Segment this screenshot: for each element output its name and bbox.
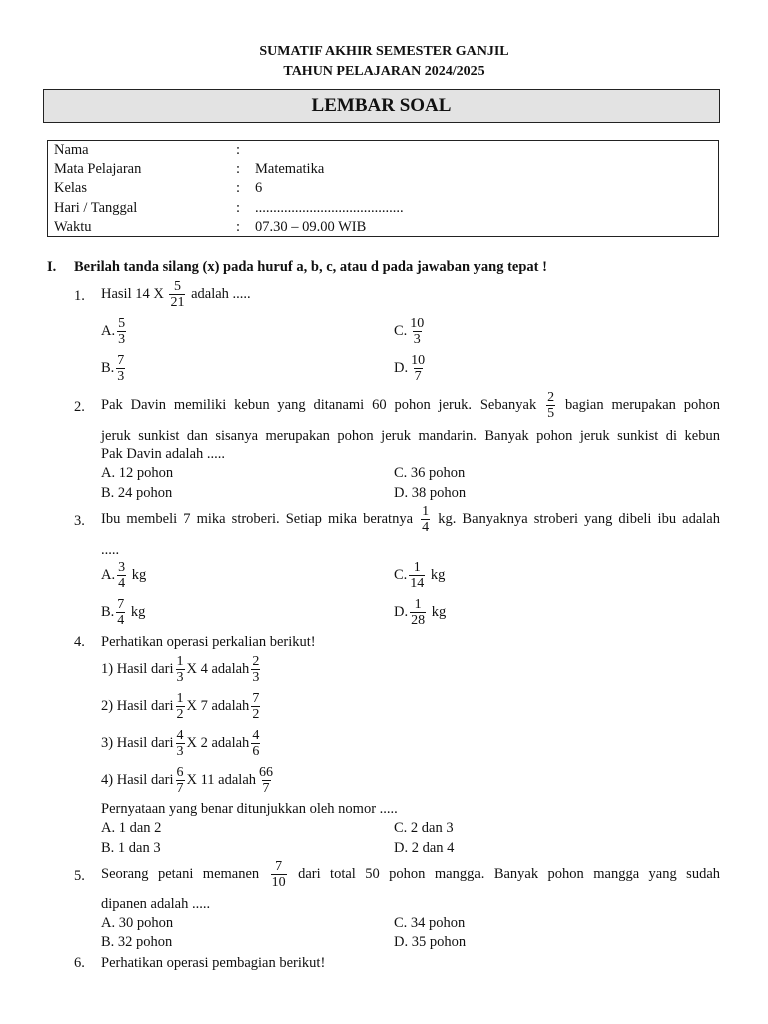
statement-item: 2) Hasil dari $\frac{1}{2}$ X 7 adalah $\frac{7}{2}$ [101, 691, 260, 722]
identity-value: 07.30 – 09.00 WIB [255, 219, 367, 235]
fraction: $\frac{5}{21}$ [170, 279, 185, 310]
question-4-statement: Pernyataan yang benar ditunjukkan oleh nomor ..... [101, 801, 398, 817]
option-a[interactable]: A. 1 dan 2 [101, 820, 162, 836]
question-1-text [101, 279, 251, 310]
identity-colon: : [236, 219, 241, 235]
option-d[interactable]: D. 38 pohon [394, 485, 467, 501]
statement-item: 3) Hasil dari $\frac{4}{3}$ X 2 adalah $\frac{4}{6}$ [101, 728, 260, 759]
question-number: 6. [74, 955, 85, 971]
option-a[interactable]: A. 30 pohon [101, 915, 174, 931]
section-number: I. [47, 259, 57, 275]
question-text: adalah ..... [191, 285, 251, 302]
header-line-2: TAHUN PELAJARAN 2024/2025 [283, 64, 485, 79]
identity-row [48, 142, 718, 161]
question-2-line-1: Pak Davin memiliki kebun yang ditanami 60 pohon jeruk. Sebanyak $\frac{2}{5}$ bagian merupakan pohon [101, 390, 721, 421]
identity-label: Waktu [54, 219, 92, 235]
question-6-text: Perhatikan operasi pembagian berikut! [101, 955, 326, 971]
option-b[interactable]: B. 1 dan 3 [101, 840, 161, 856]
question-number: 4. [74, 634, 85, 650]
question-3-line-1: Ibu membeli 7 mika stroberi. Setiap mika beratnya $\frac{1}{4}$ kg. Banyaknya stroberi yang dibeli ibu adalah [101, 504, 720, 535]
option-c[interactable]: C. 36 pohon [394, 465, 466, 481]
question-number: 3. [74, 513, 85, 529]
option-a[interactable]: A. $\frac{3}{4}$ kg [101, 560, 147, 591]
option-d[interactable]: D. 2 dan 4 [394, 840, 455, 856]
question-5-line-1: Seorang petani memanen $\frac{7}{10}$ dari total 50 pohon mangga. Banyak pohon mangga yang sudah [101, 859, 721, 890]
header-line-1: SUMATIF AKHIR SEMESTER GANJIL [259, 44, 509, 59]
title-box [43, 89, 720, 123]
identity-label: Kelas [54, 180, 88, 196]
question-2-line-3: Pak Davin adalah ..... [101, 446, 226, 462]
identity-row [48, 219, 718, 238]
option-a[interactable]: A. $\frac{5}{3}$ [101, 316, 126, 347]
option-b[interactable]: B. $\frac{7}{3}$ [101, 353, 125, 384]
option-b[interactable]: B. $\frac{7}{4}$ kg [101, 597, 146, 628]
identity-colon: : [236, 161, 241, 177]
identity-label: Nama [54, 142, 89, 158]
question-4-intro: Perhatikan operasi perkalian berikut! [101, 634, 316, 650]
question-text: Hasil 14 X [101, 285, 164, 302]
statement-item: 4) Hasil dari $\frac{6}{7}$ X 11 adalah $\frac{66}{7}$ [101, 765, 274, 796]
option-c[interactable]: C. $\frac{1}{14}$ kg [394, 560, 446, 591]
identity-colon: : [236, 142, 241, 158]
identity-row [48, 180, 718, 199]
identity-value: Matematika [255, 161, 325, 177]
option-c[interactable]: C. $\frac{10}{3}$ [394, 316, 425, 347]
identity-value: ......................................... [255, 200, 404, 216]
option-d[interactable]: D. $\frac{1}{28}$ kg [394, 597, 447, 628]
section-instruction: Berilah tanda silang (x) pada huruf a, b, c, atau d pada jawaban yang tepat ! [74, 259, 547, 275]
statement-item: 1) Hasil dari $\frac{1}{3}$ X 4 adalah $\frac{2}{3}$ [101, 654, 260, 685]
question-number: 5. [74, 868, 85, 884]
option-b[interactable]: B. 24 pohon [101, 485, 173, 501]
question-3-line-2: ..... [101, 542, 120, 558]
question-5-line-2: dipanen adalah ..... [101, 896, 211, 912]
identity-row [48, 200, 718, 219]
identity-label: Hari / Tanggal [54, 200, 138, 216]
identity-label: Mata Pelajaran [54, 161, 142, 177]
identity-value: 6 [255, 180, 263, 196]
identity-colon: : [236, 180, 241, 196]
question-2-line-2: jeruk sunkist dan sisanya merupakan pohon jeruk mandarin. Banyak pohon jeruk sunkist di kebun [101, 428, 720, 444]
identity-colon: : [236, 200, 241, 216]
option-d[interactable]: D. $\frac{10}{7}$ [394, 353, 426, 384]
option-c[interactable]: C. 2 dan 3 [394, 820, 454, 836]
identity-box [47, 140, 719, 237]
question-number: 2. [74, 399, 85, 415]
option-d[interactable]: D. 35 pohon [394, 934, 467, 950]
question-number: 1. [74, 288, 85, 304]
option-c[interactable]: C. 34 pohon [394, 915, 466, 931]
option-b[interactable]: B. 32 pohon [101, 934, 173, 950]
identity-row [48, 161, 718, 180]
page-title: LEMBAR SOAL [311, 95, 452, 116]
option-a[interactable]: A. 12 pohon [101, 465, 174, 481]
